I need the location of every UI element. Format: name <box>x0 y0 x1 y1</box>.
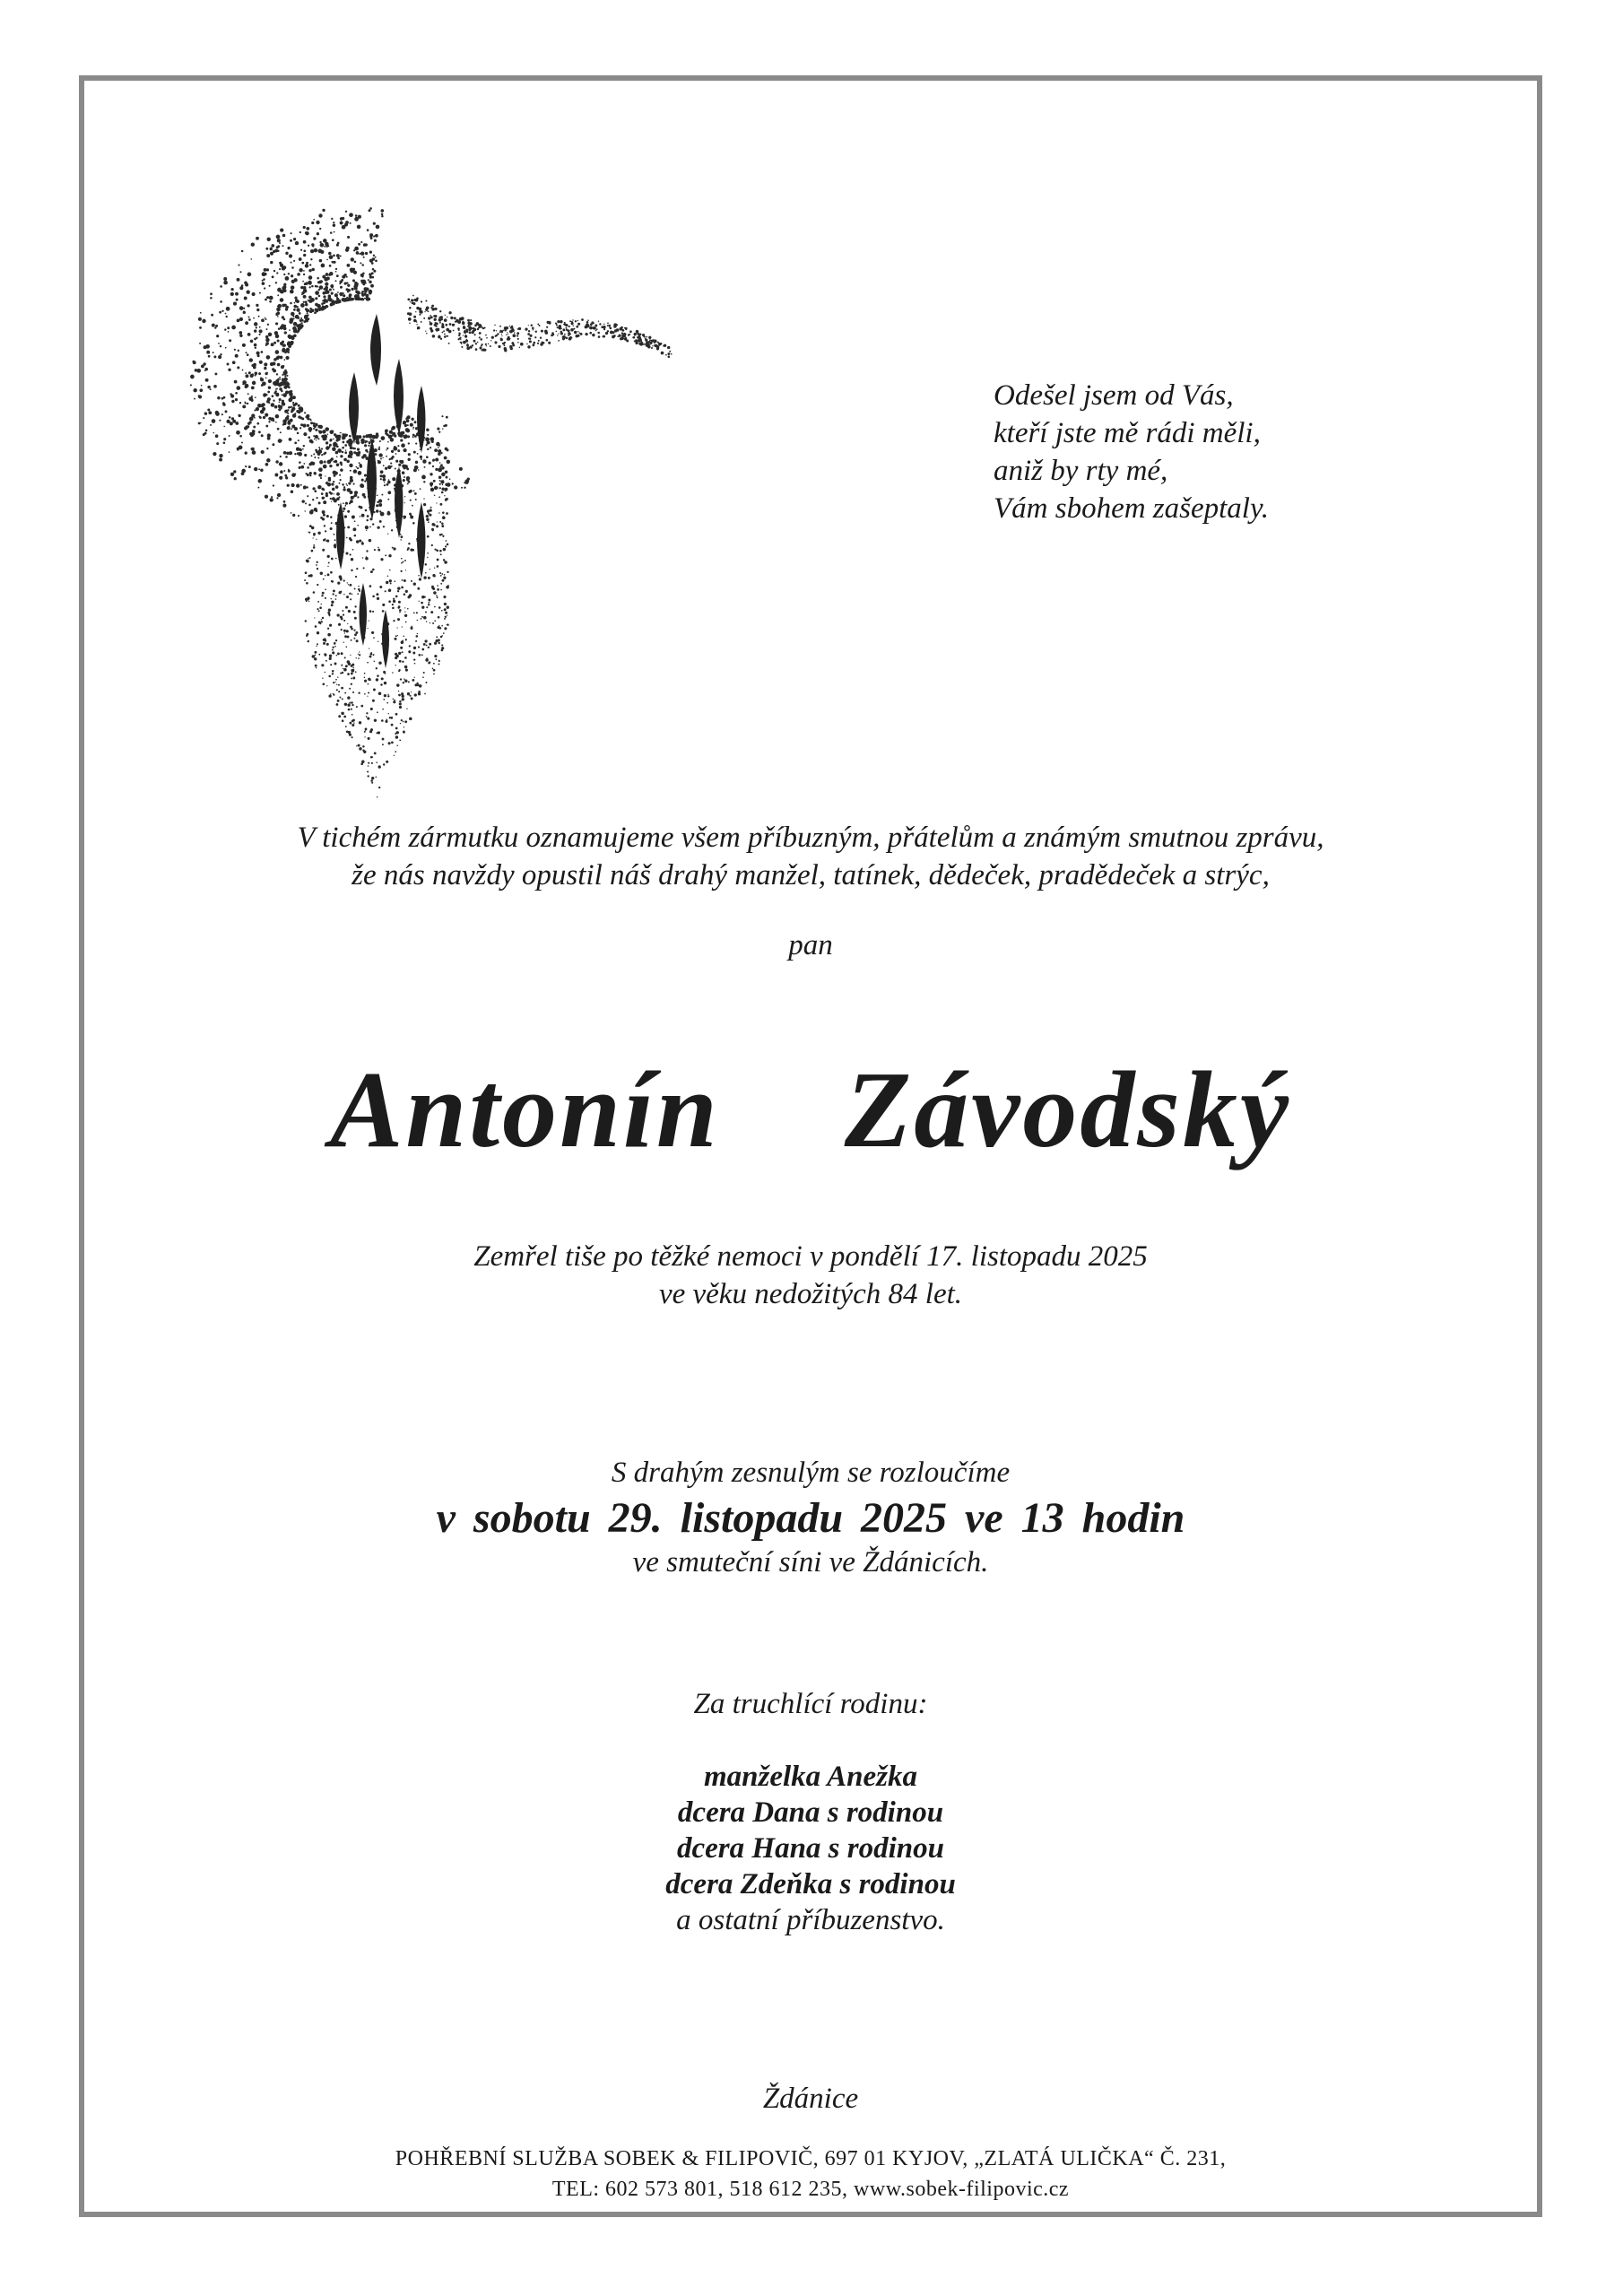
stipple-halo <box>190 207 673 797</box>
death-line: Zemřel tiše po těžké nemoci v pondělí 17. listopadu 2025 <box>473 1240 1148 1273</box>
footer-line: POHŘEBNÍ SLUŽBA SOBEK & FILIPOVIČ, 697 01 KYJOV, „ZLATÁ ULIČKA“ Č. 231, <box>395 2147 1227 2170</box>
poem-line: aniž by rty mé, <box>994 455 1168 487</box>
moon-disc <box>291 300 426 435</box>
family-list <box>79 1759 1542 1938</box>
place-name: Ždánice <box>762 2083 859 2115</box>
death-info <box>79 1238 1542 1313</box>
poem-line: Vám sbohem zašeptaly. <box>994 492 1270 525</box>
mourners-label: Za truchlící rodinu: <box>693 1688 928 1720</box>
poem <box>994 377 1269 527</box>
candle-flames-icon <box>170 206 690 816</box>
family-member: dcera Hana s rodinou <box>677 1832 944 1865</box>
family-tail: a ostatní příbuzenstvo. <box>676 1904 945 1936</box>
poem-line: kteří jste mě rádi měli, <box>994 417 1261 449</box>
announcement-line: že nás navždy opustil náš drahý manžel, tatínek, dědeček, pradědeček a strýc, <box>352 859 1270 891</box>
death-line: ve věku nedožitých 84 let. <box>658 1278 963 1310</box>
farewell-datetime: v sobotu 29. listopadu 2025 ve 13 hodin <box>436 1494 1185 1542</box>
title-prefix: pan <box>788 929 833 961</box>
family-member: dcera Zdeňka s rodinou <box>665 1868 956 1900</box>
footer-line: TEL: 602 573 801, 518 612 235, www.sobek-filipovic.cz <box>551 2178 1070 2201</box>
poem-line: Odešel jsem od Vás, <box>994 379 1234 412</box>
family-member: dcera Dana s rodinou <box>677 1796 944 1829</box>
farewell-info <box>79 1453 1542 1580</box>
announcement-text <box>79 819 1542 894</box>
farewell-location: ve smuteční síni ve Ždánicích. <box>632 1546 989 1578</box>
funeral-service-footer <box>79 2144 1542 2205</box>
deceased-name: Antonín Závodský <box>329 1049 1291 1170</box>
announcement-line: V tichém zármutku oznamujeme všem příbuzným, přátelům a známým smutnou zprávu, <box>297 822 1324 854</box>
farewell-lead: S drahým zesnulým se rozloučíme <box>611 1457 1011 1489</box>
family-member: manželka Anežka <box>703 1761 918 1793</box>
